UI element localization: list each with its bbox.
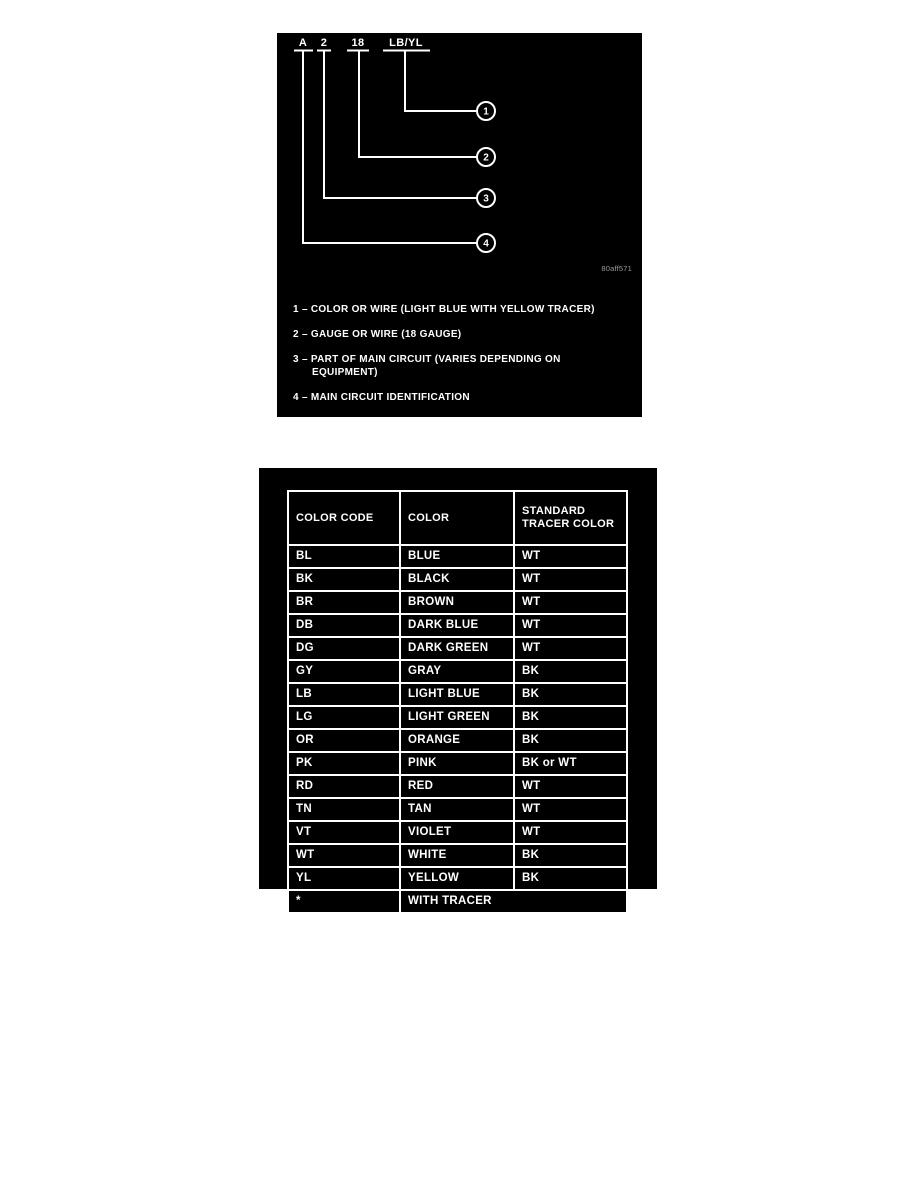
color-cell: TAN [400, 798, 514, 821]
tracer-cell: BK [514, 706, 627, 729]
table-row [288, 752, 627, 775]
tracer-cell: WT [514, 821, 627, 844]
color-cell: GRAY [400, 660, 514, 683]
tracer-cell: WT [514, 614, 627, 637]
code-cell: DG [288, 637, 400, 660]
tracer-cell: WT [514, 637, 627, 660]
tracer-cell: WT [514, 545, 627, 568]
code-cell: GY [288, 660, 400, 683]
code-cell: DB [288, 614, 400, 637]
code-cell: PK [288, 752, 400, 775]
tracer-cell: BK [514, 660, 627, 683]
color-cell: BROWN [400, 591, 514, 614]
legend-item-1: 1 – COLOR OR WIRE (LIGHT BLUE WITH YELLOW TRACER) [293, 304, 595, 315]
wire-code-diagram [277, 33, 642, 283]
legend-item-2: 2 – GAUGE OR WIRE (18 GAUGE) [293, 329, 462, 340]
code-cell: LB [288, 683, 400, 706]
code-cell: RD [288, 775, 400, 798]
table-header-row [288, 491, 627, 545]
table-row [288, 706, 627, 729]
color-cell: YELLOW [400, 867, 514, 890]
header-standard-tracer-color: STANDARD TRACER COLOR [514, 491, 627, 545]
color-cell: BLUE [400, 545, 514, 568]
color-cell: RED [400, 775, 514, 798]
table-row [288, 545, 627, 568]
color-cell: DARK BLUE [400, 614, 514, 637]
table-row [288, 614, 627, 637]
color-cell: PINK [400, 752, 514, 775]
callout-number-3: 3 [483, 193, 489, 205]
code-cell: WT [288, 844, 400, 867]
leader-line-2 [359, 51, 477, 158]
code-cell: TN [288, 798, 400, 821]
tracer-cell: BK or WT [514, 752, 627, 775]
table-row [288, 798, 627, 821]
table-row [288, 729, 627, 752]
legend-item-3: 3 – PART OF MAIN CIRCUIT (VARIES DEPENDING ON EQUIPMENT) [293, 354, 561, 378]
tracer-cell: WT [514, 568, 627, 591]
code-part-main-circuit: A [298, 37, 308, 49]
code-cell: VT [288, 821, 400, 844]
leader-line-3 [324, 51, 477, 199]
table-row [288, 775, 627, 798]
table-row [288, 821, 627, 844]
code-cell: BK [288, 568, 400, 591]
tracer-cell: WT [514, 591, 627, 614]
with-tracer-cell: WITH TRACER [400, 890, 627, 913]
color-cell: DARK GREEN [400, 637, 514, 660]
tracer-cell: BK [514, 729, 627, 752]
tracer-cell: BK [514, 683, 627, 706]
leader-line-1 [405, 51, 477, 112]
callout-number-4: 4 [483, 238, 489, 250]
code-part-circuit-number: 2 [320, 37, 328, 49]
color-cell: BLACK [400, 568, 514, 591]
table-row [288, 867, 627, 890]
color-cell: WHITE [400, 844, 514, 867]
code-cell: YL [288, 867, 400, 890]
code-cell: BL [288, 545, 400, 568]
header-color-code: COLOR CODE [288, 491, 400, 545]
table-row [288, 637, 627, 660]
tracer-cell: WT [514, 775, 627, 798]
callout-number-1: 1 [483, 106, 489, 118]
table-row [288, 591, 627, 614]
table-row [288, 683, 627, 706]
table-row [288, 660, 627, 683]
graphic-id-watermark: 80aff571 [601, 264, 632, 273]
table-row [288, 844, 627, 867]
code-cell: BR [288, 591, 400, 614]
table-row-with-tracer [288, 890, 627, 913]
color-cell: LIGHT GREEN [400, 706, 514, 729]
tracer-cell: WT [514, 798, 627, 821]
code-cell: * [288, 890, 400, 913]
color-code-table [287, 490, 628, 914]
wire-code-diagram-figure [277, 33, 642, 417]
diagram-legend [293, 303, 623, 416]
code-part-color: LB/YL [389, 37, 423, 49]
code-part-gauge: 18 [351, 37, 365, 49]
leader-line-4 [303, 51, 477, 244]
legend-item-4: 4 – MAIN CIRCUIT IDENTIFICATION [293, 392, 470, 403]
code-cell: OR [288, 729, 400, 752]
table-row [288, 568, 627, 591]
tracer-cell: BK [514, 867, 627, 890]
callout-number-2: 2 [483, 152, 489, 164]
code-cell: LG [288, 706, 400, 729]
color-cell: LIGHT BLUE [400, 683, 514, 706]
color-cell: ORANGE [400, 729, 514, 752]
header-color: COLOR [400, 491, 514, 545]
tracer-cell: BK [514, 844, 627, 867]
color-code-table-figure [259, 468, 657, 907]
color-cell: VIOLET [400, 821, 514, 844]
